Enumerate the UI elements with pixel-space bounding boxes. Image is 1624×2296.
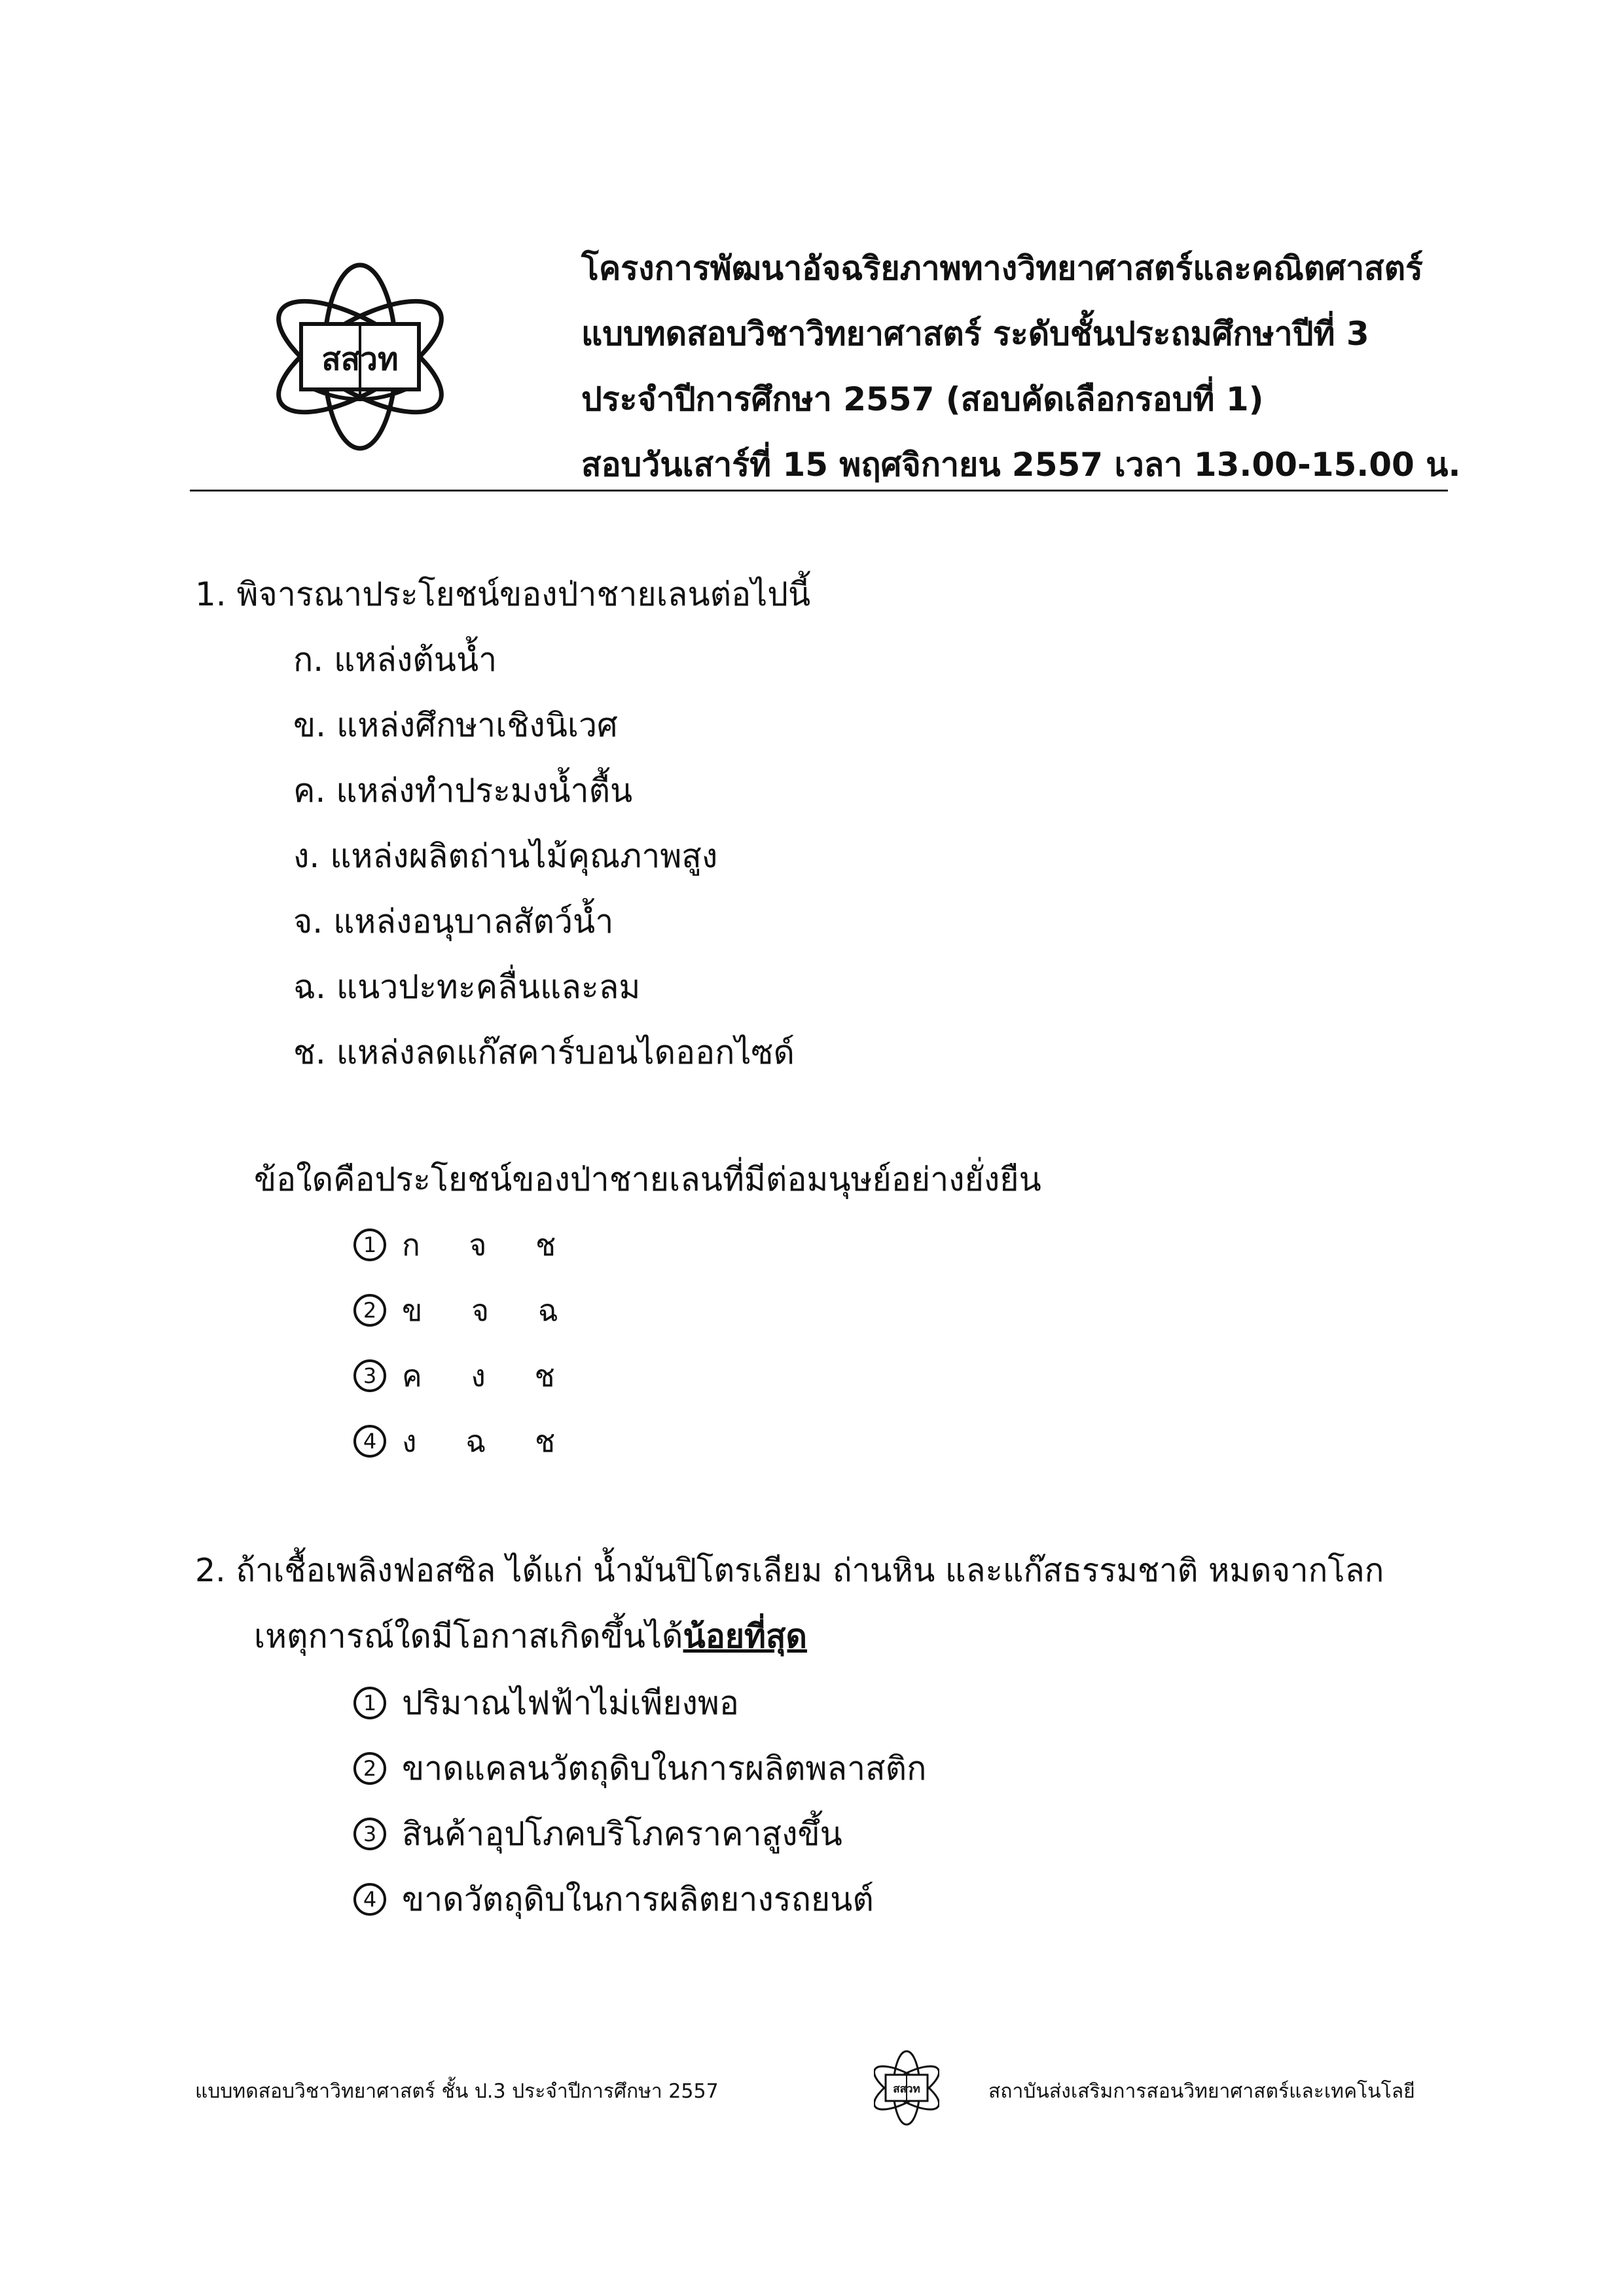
q2-option-3[interactable] (353, 1801, 842, 1867)
header-line-project: โครงการพัฒนาอัจฉริยภาพทางวิทยาศาสตร์และคณิตศาสตร์ (581, 249, 1423, 287)
circled-number-icon: 1 (353, 1687, 386, 1719)
header-line-year: ประจำปีการศึกษา 2557 (สอบคัดเลือกรอบที่ 1) (581, 380, 1264, 418)
circled-number-icon: 4 (353, 1425, 386, 1458)
circled-number-icon: 2 (353, 1752, 386, 1785)
logo-text: สสวท (321, 341, 399, 378)
circled-number-icon: 4 (353, 1883, 386, 1916)
header-divider (190, 490, 1448, 492)
q1-item: ข. แหล่งศึกษาเชิงนิเวศ (293, 706, 618, 744)
q1-stem: 1. พิจารณาประโยชน์ของป่าชายเลนต่อไปนี้ (195, 575, 811, 613)
footer-institute: สถาบันส่งเสริมการสอนวิทยาศาสตร์และเทคโนโลยี (988, 2080, 1415, 2103)
option-text: ง ฉ ช (402, 1424, 575, 1459)
option-text: ค ง ช (402, 1358, 575, 1393)
q1-option-2[interactable] (353, 1278, 578, 1343)
q1-item: จ. แหล่งอนุบาลสัตว์น้ำ (293, 903, 614, 941)
option-text: ข จ ฉ (402, 1293, 578, 1328)
q2-option-4[interactable] (353, 1867, 874, 1932)
circled-number-icon: 2 (353, 1294, 386, 1327)
header-line-datetime: สอบวันเสาร์ที่ 15 พฤศจิกายน 2557 เวลา 13.00-15.00 น. (581, 446, 1461, 484)
footer-exam-info: แบบทดสอบวิชาวิทยาศาสตร์ ชั้น ป.3 ประจำปีการศึกษา 2557 (195, 2080, 719, 2103)
circled-number-icon: 3 (353, 1359, 386, 1392)
q2-emphasis: น้อยที่สุด (683, 1617, 807, 1655)
q1-option-3[interactable] (353, 1343, 575, 1408)
q1-item: ค. แหล่งทำประมงน้ำตื้น (293, 772, 633, 810)
footer-logo-text: สสวท (893, 2083, 920, 2096)
circled-number-icon: 1 (353, 1229, 386, 1261)
q1-item: ก. แหล่งต้นน้ำ (293, 641, 497, 679)
header-title-block (581, 236, 1563, 497)
q1-item: ง. แหล่งผลิตถ่านไม้คุณภาพสูง (293, 837, 718, 875)
footer-ipst-logo-icon (874, 2049, 939, 2127)
q1-item: ฉ. แนวปะทะคลื่นและลม (293, 968, 641, 1006)
q2-stem-line2 (254, 1604, 807, 1669)
option-text: ขาดแคลนวัตถุดิบในการผลิตพลาสติก (402, 1749, 927, 1787)
q1-question: ข้อใดคือประโยชน์ของป่าชายเลนที่มีต่อมนุษย์อย่างยั่งยืน (254, 1160, 1041, 1198)
header-line-exam: แบบทดสอบวิชาวิทยาศาสตร์ ระดับชั้นประถมศึกษาปีที่ 3 (581, 315, 1369, 353)
q1-item: ช. แหล่งลดแก๊สคาร์บอนไดออกไซด์ (293, 1033, 795, 1071)
q2-option-1[interactable] (353, 1670, 739, 1736)
option-text: ขาดวัตถุดิบในการผลิตยางรถยนต์ (402, 1880, 874, 1918)
option-text: ปริมาณไฟฟ้าไม่เพียงพอ (402, 1684, 739, 1722)
ipst-logo-icon (265, 259, 455, 455)
q2-stem-prefix: เหตุการณ์ใดมีโอกาสเกิดขึ้นได้ (254, 1617, 683, 1655)
q1-option-1[interactable] (353, 1212, 575, 1278)
option-text: ก จ ช (402, 1227, 576, 1263)
q2-stem: 2. ถ้าเชื้อเพลิงฟอสซิล ได้แก่ น้ำมันปิโตรเลียม ถ่านหิน และแก๊สธรรมชาติ หมดจากโลก (195, 1552, 1384, 1589)
circled-number-icon: 3 (353, 1818, 386, 1850)
option-text: สินค้าอุปโภคบริโภคราคาสูงขึ้น (402, 1815, 842, 1853)
q1-option-4[interactable] (353, 1408, 575, 1474)
q2-option-2[interactable] (353, 1736, 926, 1801)
